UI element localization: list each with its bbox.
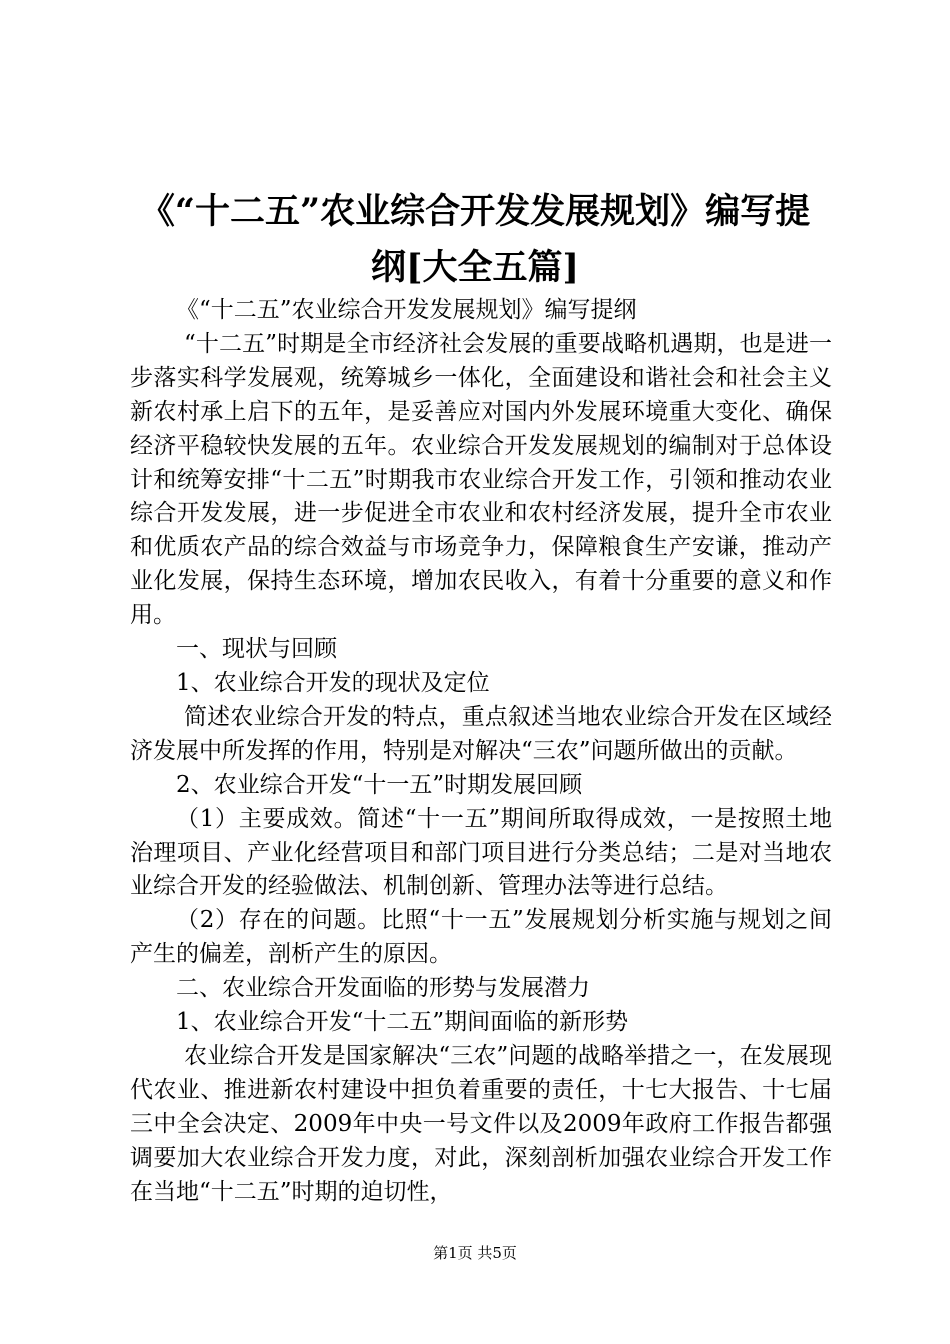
paragraph: 简述农业综合开发的特点，重点叙述当地农业综合开发在区域经济发展中所发挥的作用，特别是对解决“三农”问题所做出的贡献。 — [130, 703, 832, 764]
paragraph: “十二五”时期是全市经济社会发展的重要战略机遇期，也是进一步落实科学发展观，统筹城乡一体化，全面建设和谐社会和社会主义新农村承上启下的五年，是妥善应对国内外发展环境重大变化、确保经济平稳较快发展的五年。农业综合开发发展规划的编制对于总体设计和统筹安排“十二五”时期我市农业综合开发工作，引领和推动农业综合开发发展，进一步促进全市农业和农村经济发展，提升全市农业和优质农产品的综合效益与市场竞争力，保障粮食生产安谦，推动产业化发展，保持生态环境，增加农民收入，有着十分重要的意义和作用。 — [130, 330, 832, 629]
document-title-line-2: 纲[大全五篇] — [370, 247, 580, 288]
paragraph: 农业综合开发是国家解决“三农”问题的战略举措之一，在发展现代农业、推进新农村建设中担负着重要的责任，十七大报告、十七届三中全会决定、2009年中央一号文件以及2009年政府工作报告都强调要加大农业综合开发力度，对此，深刻剖析加强农业综合开发工作在当地“十二五”时期的迫切性， — [130, 1042, 832, 1205]
document-title-line-1: 《“十二五”农业综合开发发展规划》编写提 — [139, 191, 811, 232]
section-heading: 一、现状与回顾 — [176, 636, 337, 663]
section-heading: 二、农业综合开发面临的形势与发展潜力 — [176, 975, 590, 1002]
paragraph: （2）存在的问题。比照“十一五”发展规划分析实施与规划之间产生的偏差，剖析产生的原因。 — [130, 907, 832, 968]
page-footer: 第1页 共5页 — [433, 1244, 517, 1262]
document-body — [130, 294, 832, 1209]
paragraph: （1）主要成效。简述“十一五”期间所取得成效，一是按照土地治理项目、产业化经营项目和部门项目进行分类总结；二是对当地农业综合开发的经验做法、机制创新、管理办法等进行总结。 — [130, 805, 832, 900]
subsection-heading: 1、农业综合开发“十二五”期间面临的新形势 — [176, 1009, 629, 1036]
subsection-heading: 1、农业综合开发的现状及定位 — [176, 669, 490, 696]
paragraph-subtitle: 《“十二五”农业综合开发发展规划》编写提纲 — [176, 297, 637, 323]
subsection-heading: 2、农业综合开发“十一五”时期发展回顾 — [176, 771, 583, 798]
